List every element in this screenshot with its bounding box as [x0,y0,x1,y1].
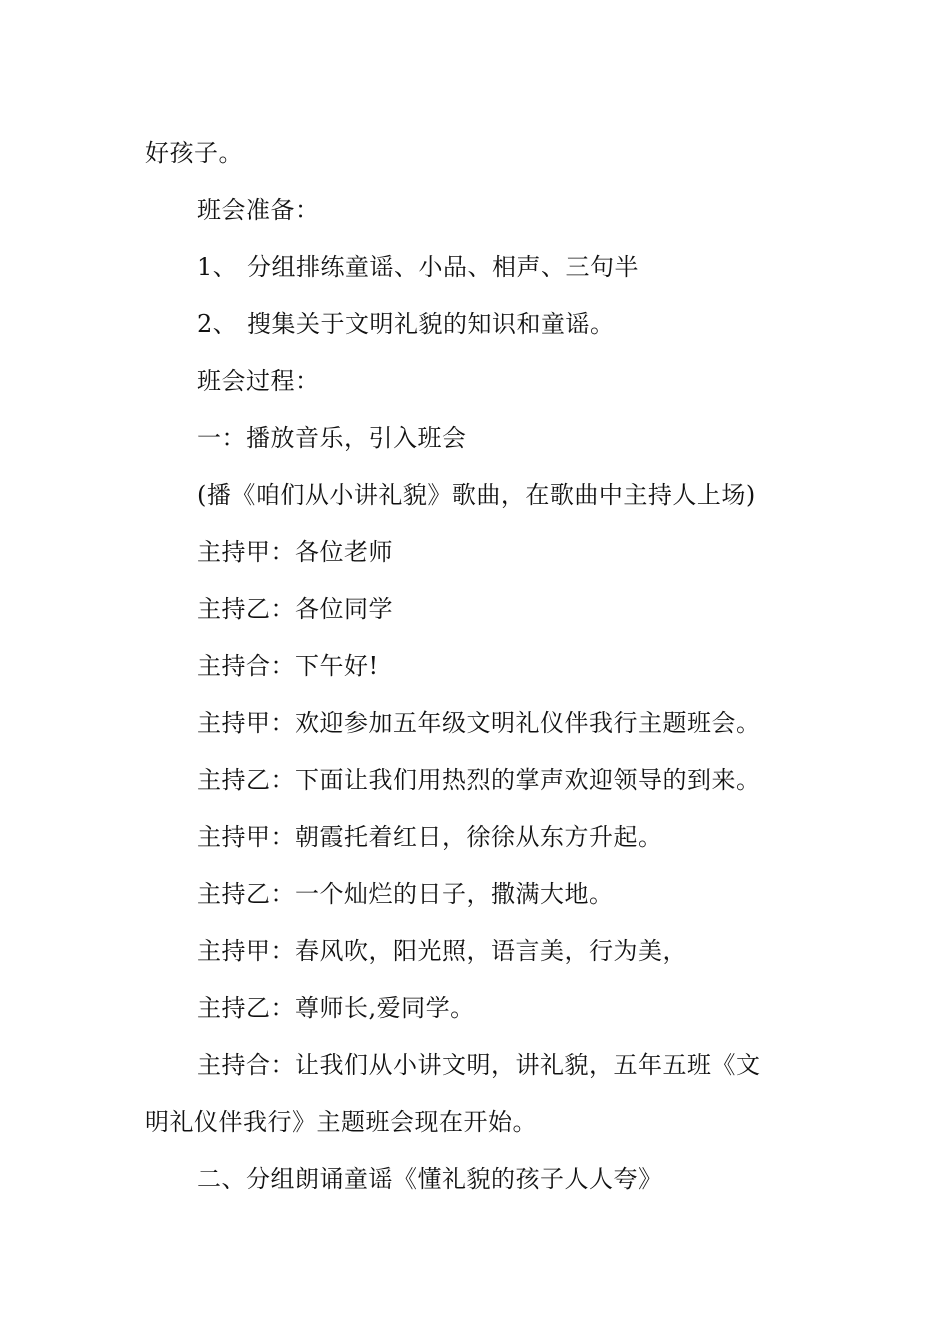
dialogue-line: 主持合：下午好! [197,652,379,680]
dialogue-line: 主持甲：各位老师 [197,538,393,566]
section-heading-preparation: 班会准备： [197,196,320,224]
list-item-text: 分组排练童谣、小品、相声、三句半 [247,253,639,281]
list-item-text: 搜集关于文明礼貌的知识和童谣。 [247,310,615,338]
dialogue-line: 主持乙：下面让我们用热烈的掌声欢迎领导的到来。 [197,766,761,794]
text-line: 一：播放音乐，引入班会 [197,424,467,452]
dialogue-line-continued: 明礼仪伴我行》主题班会现在开始。 [145,1108,537,1136]
list-item [197,309,615,339]
dialogue-line: 主持乙：尊师长,爱同学。 [197,994,475,1022]
list-number: 1、 [197,253,238,281]
dialogue-line: 主持乙：各位同学 [197,595,393,623]
list-number: 2、 [197,310,238,338]
dialogue-line: 主持甲：欢迎参加五年级文明礼仪伴我行主题班会。 [197,709,761,737]
dialogue-line: 主持甲：朝霞托着红日，徐徐从东方升起。 [197,823,663,851]
dialogue-line: 主持甲：春风吹，阳光照，语言美，行为美， [197,937,687,965]
text-line: (播《咱们从小讲礼貌》歌曲，在歌曲中主持人上场) [197,481,756,509]
text-line: 好孩子。 [145,139,243,167]
list-item [197,252,639,282]
section-heading-recitation: 二、分组朗诵童谣《懂礼貌的孩子人人夸》 [197,1165,663,1193]
dialogue-line: 主持乙：一个灿烂的日子，撒满大地。 [197,880,614,908]
section-heading-process: 班会过程： [197,367,320,395]
dialogue-line: 主持合：让我们从小讲文明，讲礼貌，五年五班《文 [197,1051,761,1079]
